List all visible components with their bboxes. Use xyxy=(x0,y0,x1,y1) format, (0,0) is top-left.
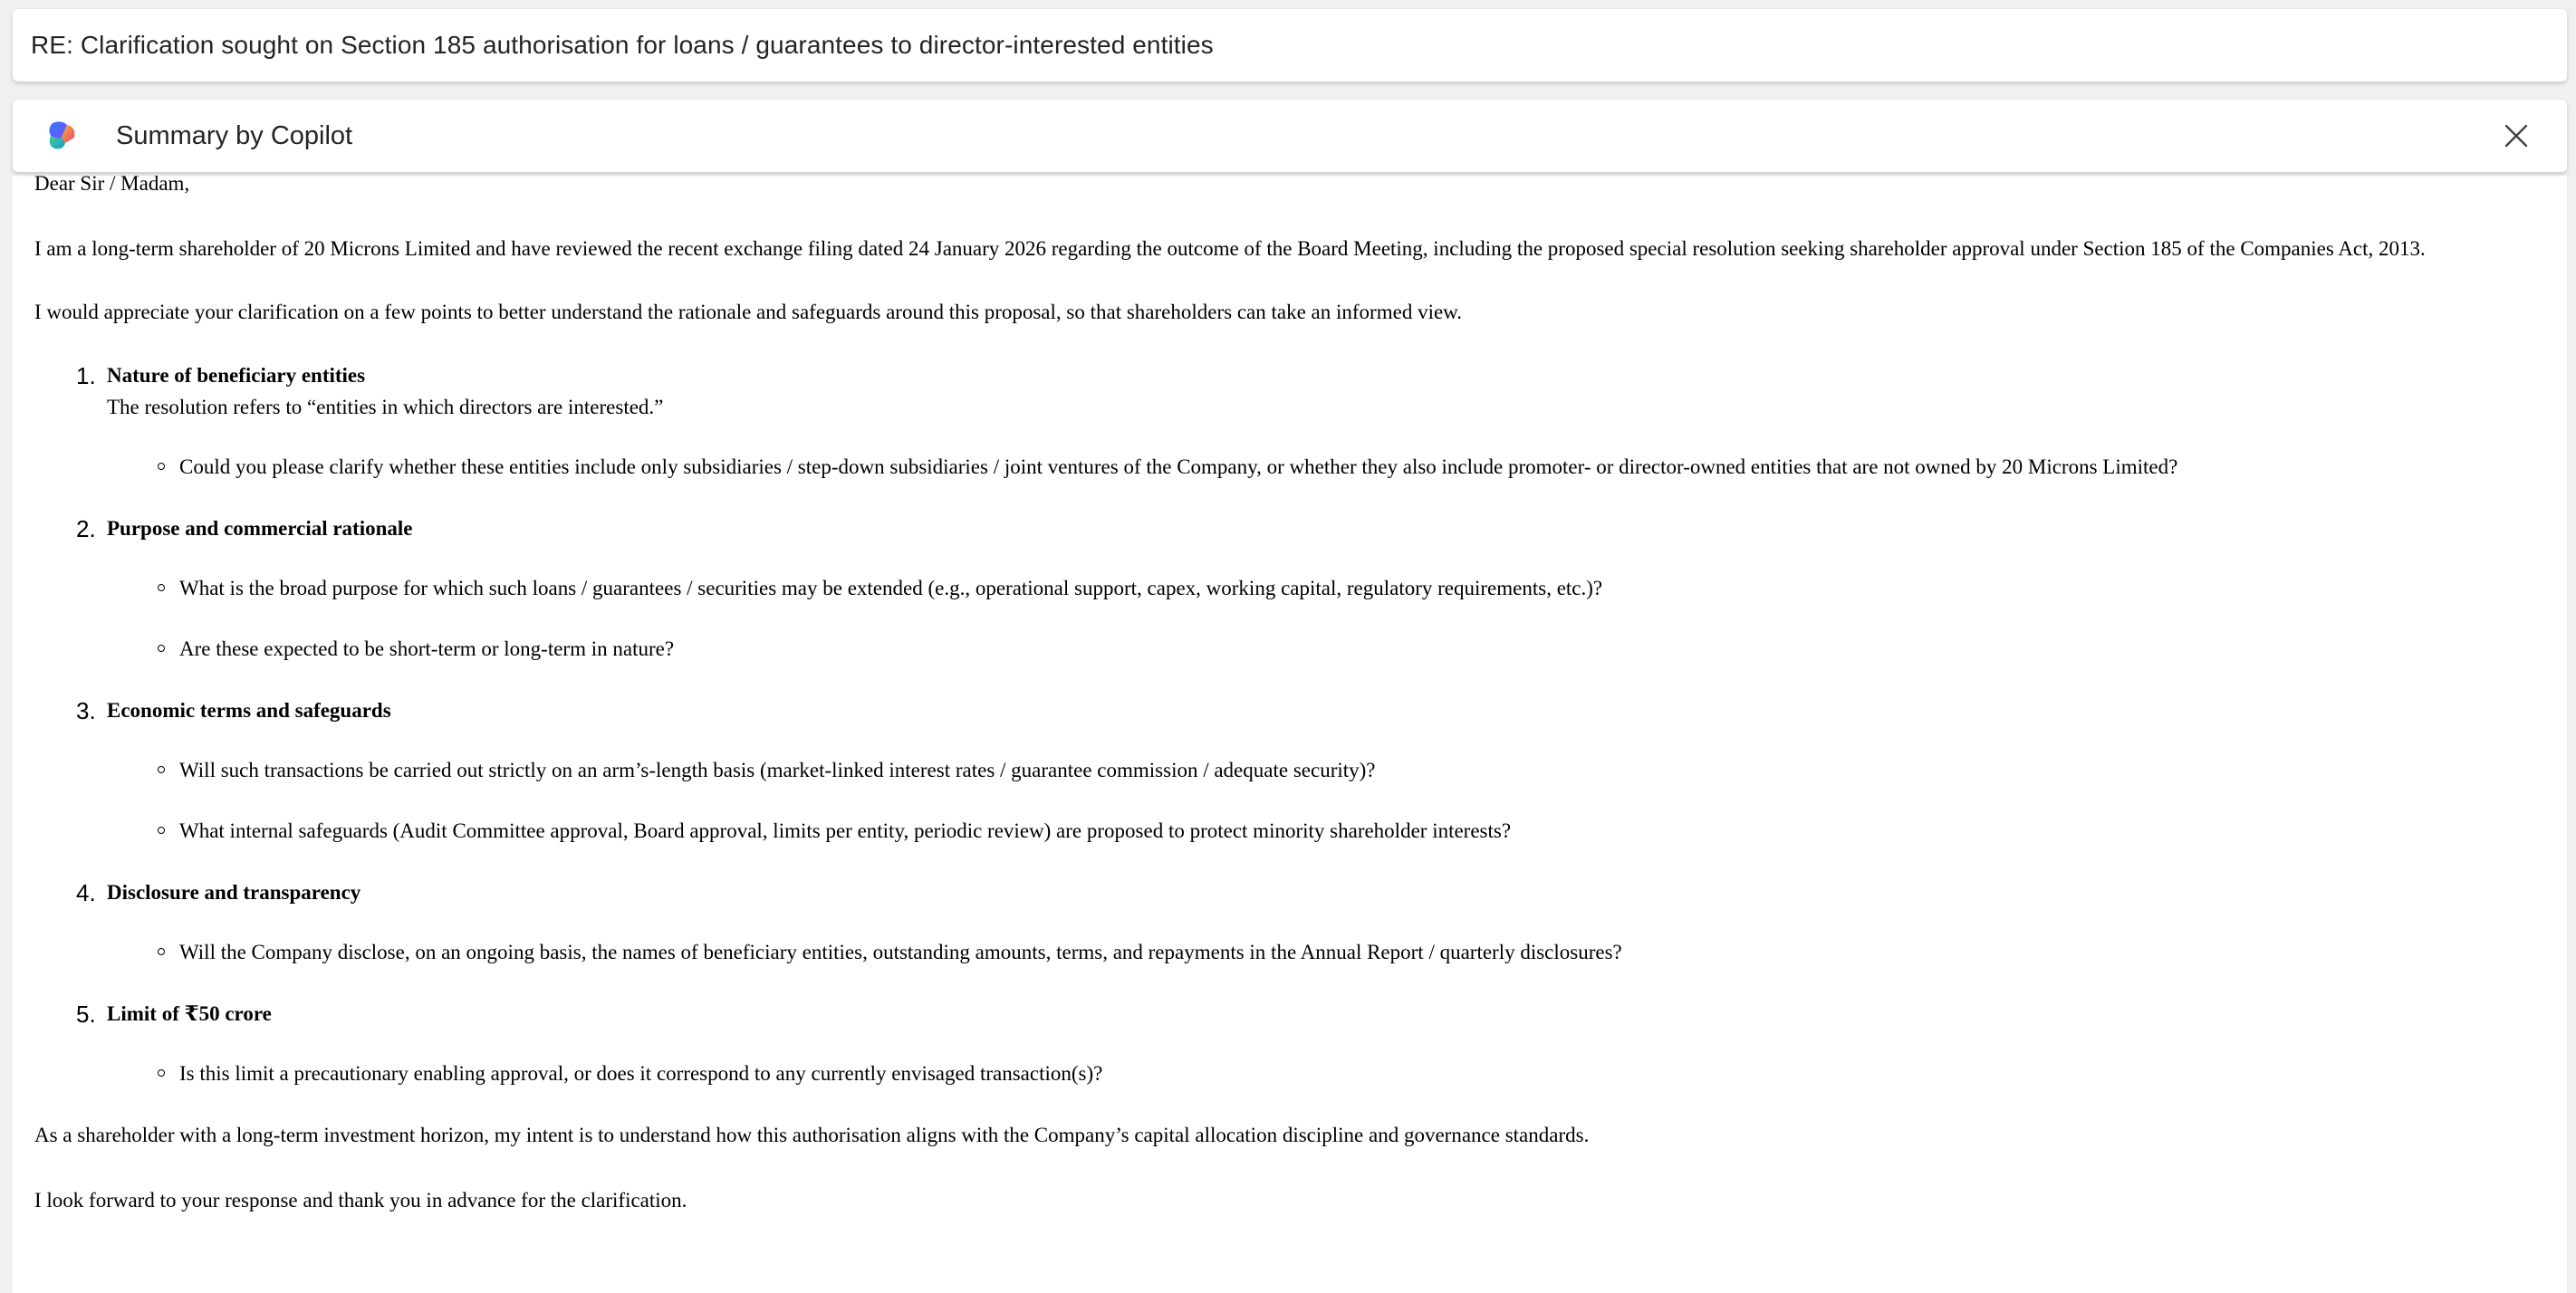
copilot-summary-title: Summary by Copilot xyxy=(116,120,353,150)
email-request-paragraph: I would appreciate your clarification on a few points to better understand the rationale and safeguards around this proposal, so that shareholders can take an informed view. xyxy=(34,301,1463,323)
sub-question-list xyxy=(107,573,2552,665)
email-subject: RE: Clarification sought on Section 185 authorisation for loans / guarantees to director-interested entities xyxy=(31,31,1214,59)
sub-question-list xyxy=(107,1058,2552,1089)
circle-bullet-icon xyxy=(158,766,165,773)
sub-question-list xyxy=(107,755,2552,847)
sub-question xyxy=(179,816,2552,847)
circle-bullet-icon xyxy=(158,1069,165,1077)
question-number: 1. xyxy=(76,362,96,389)
copilot-summary-bar[interactable] xyxy=(13,100,2567,172)
sub-question xyxy=(179,452,2552,483)
question-number: 3. xyxy=(76,697,96,724)
question-title: Nature of beneficiary entities xyxy=(107,364,366,387)
sub-question xyxy=(179,755,2552,786)
sub-question xyxy=(179,1058,2552,1089)
question-item-4 xyxy=(76,877,2552,968)
sub-question-text: Is this limit a precautionary enabling approval, or does it correspond to any currently envisaged transaction(s)? xyxy=(179,1062,1103,1085)
circle-bullet-icon xyxy=(158,645,165,652)
circle-bullet-icon xyxy=(158,948,165,955)
email-thanks-paragraph: I look forward to your response and thank you in advance for the clarification. xyxy=(34,1189,687,1212)
close-button[interactable] xyxy=(2498,118,2534,154)
question-note: The resolution refers to “entities in which directors are interested.” xyxy=(107,396,664,418)
question-title: Purpose and commercial rationale xyxy=(107,517,413,540)
sub-question-text: Will the Company disclose, on an ongoing basis, the names of beneficiary entities, outstanding amounts, terms, and repayments in the Annual Report / quarterly disclosures? xyxy=(179,941,1622,963)
question-item-5 xyxy=(76,999,2552,1089)
sub-question xyxy=(179,634,2552,665)
question-list xyxy=(34,360,2552,1089)
email-greeting: Dear Sir / Madam, xyxy=(34,176,190,195)
circle-bullet-icon xyxy=(158,827,165,834)
circle-bullet-icon xyxy=(158,463,165,470)
sub-question xyxy=(179,937,2552,968)
question-title: Limit of ₹50 crore xyxy=(107,1002,272,1025)
question-item-2 xyxy=(76,513,2552,665)
sub-question-text: Will such transactions be carried out strictly on an arm’s-length basis (market-linked interest rates / guarantee commission / adequate security)? xyxy=(179,759,1376,781)
close-icon xyxy=(2504,123,2529,148)
circle-bullet-icon xyxy=(158,584,165,591)
question-item-3 xyxy=(76,695,2552,847)
sub-question-text: What internal safeguards (Audit Committee approval, Board approval, limits per entity, periodic review) are proposed to protect minority shareholder interests? xyxy=(179,819,1512,842)
sub-question xyxy=(179,573,2552,604)
question-title: Disclosure and transparency xyxy=(107,881,361,904)
sub-question-list xyxy=(107,452,2552,483)
email-closing-paragraph: As a shareholder with a long-term investment horizon, my intent is to understand how this authorisation aligns with the Company’s capital allocation discipline and governance standards. xyxy=(34,1124,1590,1146)
question-number: 2. xyxy=(76,515,96,542)
question-item-1 xyxy=(76,360,2552,483)
question-number: 4. xyxy=(76,879,96,906)
sub-question-list xyxy=(107,937,2552,968)
email-subject-bar xyxy=(13,9,2567,81)
email-body xyxy=(34,176,2552,1249)
question-title: Economic terms and safeguards xyxy=(107,699,391,722)
sub-question-text: Are these expected to be short-term or long-term in nature? xyxy=(179,637,675,660)
copilot-logo-icon xyxy=(43,118,80,154)
sub-question-text: Could you please clarify whether these entities include only subsidiaries / step-down subsidiaries / joint ventures of the Company, or whether they also include promoter- or director-owned entities that are not owned by 20 Microns Limited? xyxy=(179,455,2178,478)
email-intro-paragraph: I am a long-term shareholder of 20 Microns Limited and have reviewed the recent exchange filing dated 24 January 2026 regarding the outcome of the Board Meeting, including the proposed special resolution seeking shareholder approval under Section 185 of the Companies Act, 2013. xyxy=(34,237,2426,260)
sub-question-text: What is the broad purpose for which such loans / guarantees / securities may be extended (e.g., operational support, capex, working capital, regulatory requirements, etc.)? xyxy=(179,577,1603,599)
email-body-pane[interactable] xyxy=(13,176,2567,1293)
question-number: 5. xyxy=(76,1001,96,1028)
